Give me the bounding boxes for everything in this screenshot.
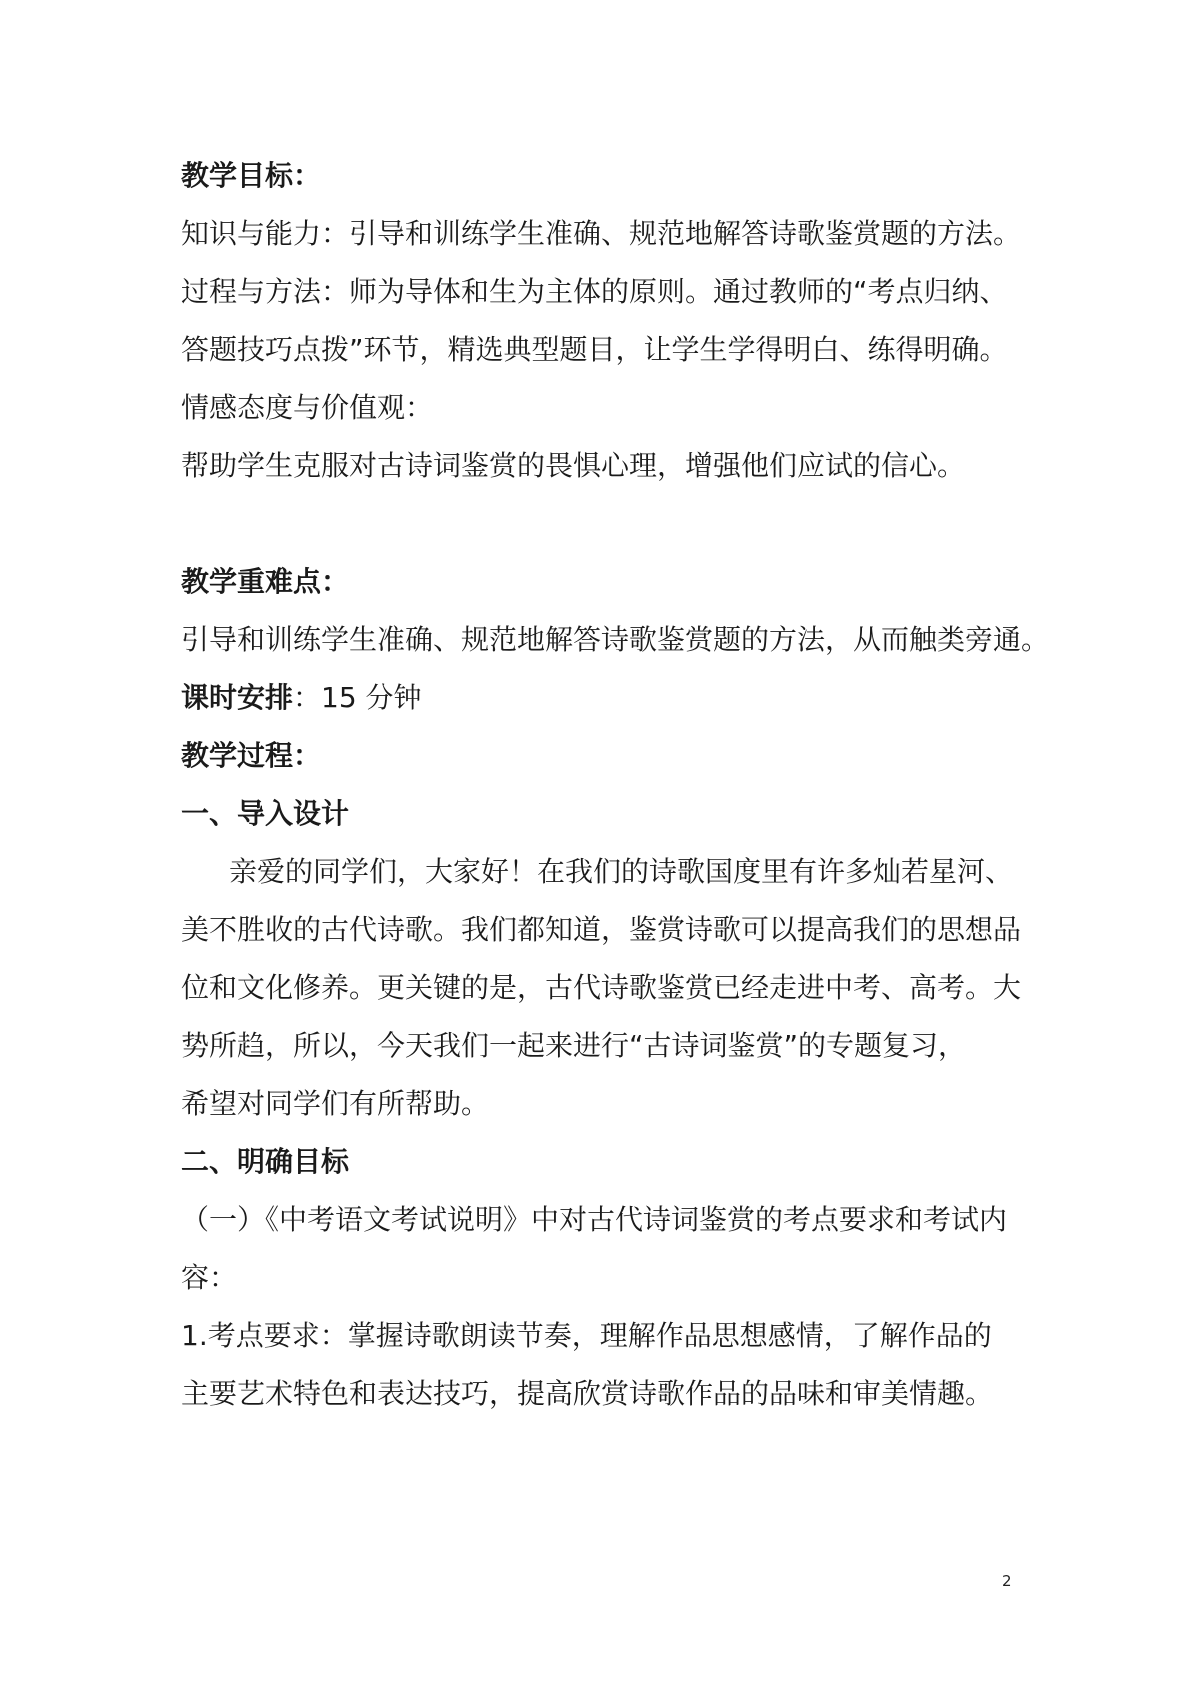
part-one-line-1: 亲爱的同学们，大家好！在我们的诗歌国度里有许多灿若星河、 bbox=[229, 855, 1014, 888]
schedule-value: ：15 分钟 bbox=[293, 681, 422, 714]
objectives-heading: 教学目标： bbox=[181, 159, 322, 192]
part-two-point1-line-1: 1.考点要求：掌握诗歌朗读节奏，理解作品思想感情，了解作品的 bbox=[181, 1319, 992, 1352]
part-one-line-3: 位和文化修养。更关键的是，古代诗歌鉴赏已经走进中考、高考。大 bbox=[181, 971, 1022, 1004]
schedule-line bbox=[181, 678, 422, 718]
objectives-knowledge: 知识与能力：引导和训练学生准确、规范地解答诗歌鉴赏题的方法。 bbox=[181, 217, 1022, 250]
keypoints-heading: 教学重难点： bbox=[181, 565, 350, 598]
objectives-emotion-text: 帮助学生克服对古诗词鉴赏的畏惧心理，增强他们应试的信心。 bbox=[181, 449, 966, 482]
part-one-line-2: 美不胜收的古代诗歌。我们都知道，鉴赏诗歌可以提高我们的思想品 bbox=[181, 913, 1022, 946]
part-one-line-5: 希望对同学们有所帮助。 bbox=[181, 1087, 490, 1120]
keypoints-text: 引导和训练学生准确、规范地解答诗歌鉴赏题的方法，从而触类旁通。 bbox=[181, 623, 1050, 656]
objectives-emotion-label: 情感态度与价值观： bbox=[181, 391, 434, 424]
part-two-sub1-line-1: （一）《中考语文考试说明》中对古代诗词鉴赏的考点要求和考试内 bbox=[181, 1203, 1008, 1236]
objectives-process-line-2: 答题技巧点拨”环节，精选典型题目，让学生学得明白、练得明确。 bbox=[181, 333, 1008, 366]
part-two-heading: 二、明确目标 bbox=[181, 1145, 350, 1178]
part-two-sub1-line-2: 容： bbox=[181, 1261, 238, 1294]
schedule-label: 课时安排 bbox=[181, 681, 294, 714]
part-one-heading: 一、导入设计 bbox=[181, 797, 350, 830]
process-heading: 教学过程： bbox=[181, 739, 322, 772]
part-one-line-4: 势所趋，所以，今天我们一起来进行“古诗词鉴赏”的专题复习， bbox=[181, 1029, 967, 1062]
part-two-point1-line-2: 主要艺术特色和表达技巧，提高欣赏诗歌作品的品味和审美情趣。 bbox=[181, 1377, 994, 1410]
page-number: 2 bbox=[1002, 1572, 1012, 1590]
objectives-process-line-1: 过程与方法：师为导体和生为主体的原则。通过教师的“考点归纳、 bbox=[181, 275, 1008, 308]
